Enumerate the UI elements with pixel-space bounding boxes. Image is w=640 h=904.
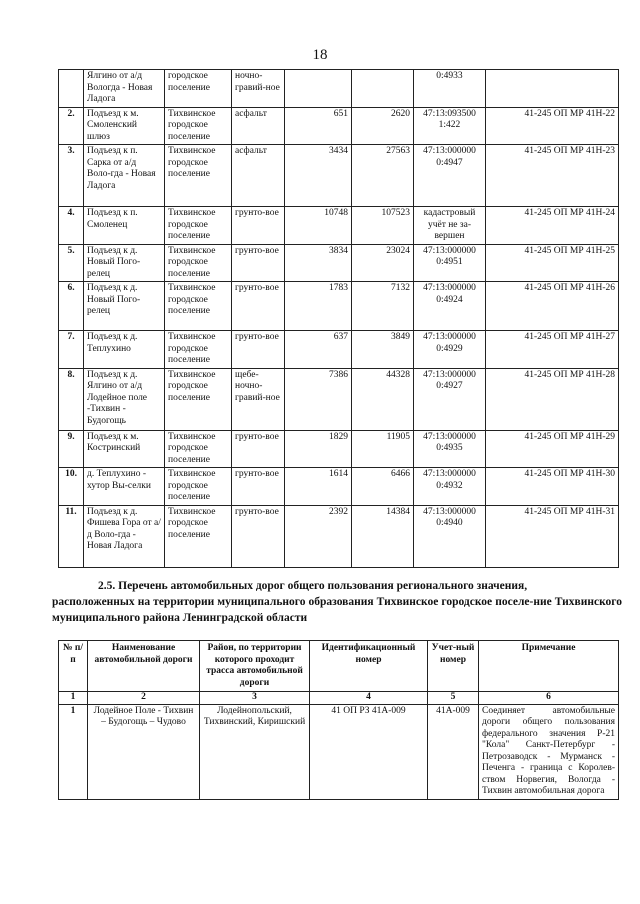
row-settlement: Тихвинское городское поселение [165, 207, 232, 245]
column-number: 2 [88, 692, 200, 705]
row-surface: грунто-вое [232, 244, 285, 282]
row-cadastral-number: кадастровый учёт не за-вершен [414, 207, 486, 245]
row-area: 7132 [352, 282, 414, 331]
row-settlement: Тихвинское городское поселение [165, 282, 232, 331]
column-number: 4 [310, 692, 428, 705]
row-settlement: Тихвинское городское поселение [165, 368, 232, 430]
row-length [285, 70, 352, 108]
table-row [59, 244, 619, 282]
table-row [59, 704, 619, 799]
row-settlement: Тихвинское городское поселение [165, 468, 232, 506]
row-settlement: городское поселение [165, 70, 232, 108]
table-row [59, 282, 619, 331]
table-row [59, 368, 619, 430]
section-heading [52, 578, 622, 626]
row-road-id: 41-245 ОП МР 41Н-23 [486, 145, 619, 207]
row-cadastral-number: 47:13:093500 1:422 [414, 107, 486, 145]
row-num: 6. [59, 282, 84, 331]
row-road-id: 41-245 ОП МР 41Н-31 [486, 505, 619, 567]
row-surface: ночно-гравий-ное [232, 70, 285, 108]
section-heading-line1: 2.5. Перечень автомобильных дорог общего пользования регионального значения, [98, 580, 528, 592]
row-length: 651 [285, 107, 352, 145]
row-num: 7. [59, 331, 84, 369]
row-length: 1829 [285, 430, 352, 468]
row-length: 3834 [285, 244, 352, 282]
row-account: 41А-009 [428, 704, 479, 799]
row-surface: грунто-вое [232, 282, 285, 331]
table-row [59, 505, 619, 567]
row-road-id: 41-245 ОП МР 41Н-26 [486, 282, 619, 331]
row-num [59, 70, 84, 108]
table-row [59, 430, 619, 468]
table-row [59, 145, 619, 207]
row-cadastral-number: 47:13:000000 0:4940 [414, 505, 486, 567]
row-area: 3849 [352, 331, 414, 369]
column-number: 6 [479, 692, 619, 705]
row-area: 44328 [352, 368, 414, 430]
row-road-name: Лодейное Поле - Тихвин – Будогощь – Чудово [88, 704, 200, 799]
table-row [59, 107, 619, 145]
row-num: 11. [59, 505, 84, 567]
row-road-name: Подъезд к п. Сарка от а/д Воло-гда - Новая Ладога [84, 145, 165, 207]
row-length: 1614 [285, 468, 352, 506]
row-length: 2392 [285, 505, 352, 567]
row-settlement: Тихвинское городское поселение [165, 505, 232, 567]
column-number: 5 [428, 692, 479, 705]
header-row [59, 641, 619, 692]
header-ident: Идентификационный номер [310, 641, 428, 692]
section-heading-rest: расположенных на территории муниципального образования Тихвинское городское поселе-ние Тихвинского муниципального района Ленинградской области [52, 596, 622, 624]
row-surface: грунто-вое [232, 468, 285, 506]
column-number: 1 [59, 692, 88, 705]
row-settlement: Тихвинское городское поселение [165, 244, 232, 282]
row-settlement: Тихвинское городское поселение [165, 331, 232, 369]
row-surface: грунто-вое [232, 430, 285, 468]
row-road-id: 41-245 ОП МР 41Н-28 [486, 368, 619, 430]
row-road-name: Подъезд к м. Смоленский шлюз [84, 107, 165, 145]
row-num: 10. [59, 468, 84, 506]
row-road-name: Подъезд к д. Теплухино [84, 331, 165, 369]
table-row [59, 207, 619, 245]
row-surface: грунто-вое [232, 331, 285, 369]
row-road-id: 41-245 ОП МР 41Н-25 [486, 244, 619, 282]
row-area: 27563 [352, 145, 414, 207]
table-row [59, 468, 619, 506]
row-road-id: 41-245 ОП МР 41Н-27 [486, 331, 619, 369]
row-note: Соединяет автомобильные дороги общего пользования федерального значения Р-21 "Кола" Санкт-Петербург - Петрозаводск - Мурманск - Печенга - граница с Королев-ством Норвегия, Вологда - Тихвин автомобильная дорога [479, 704, 619, 799]
row-num: 4. [59, 207, 84, 245]
row-surface: щебе-ночно-гравий-ное [232, 368, 285, 430]
row-num: 9. [59, 430, 84, 468]
row-road-name: Ялгино от а/д Вологда - Новая Ладога [84, 70, 165, 108]
row-road-name: Подъезд к д. Фишева Гора от а/д Воло-гда - Новая Ладога [84, 505, 165, 567]
row-area: 14384 [352, 505, 414, 567]
row-cadastral-number: 47:13:000000 0:4927 [414, 368, 486, 430]
local-roads-table [58, 69, 619, 568]
row-road-id: 41-245 ОП МР 41Н-30 [486, 468, 619, 506]
row-num: 1 [59, 704, 88, 799]
row-area: 2620 [352, 107, 414, 145]
row-length: 7386 [285, 368, 352, 430]
row-cadastral-number: 47:13:000000 0:4935 [414, 430, 486, 468]
row-num: 5. [59, 244, 84, 282]
row-area [352, 70, 414, 108]
row-road-id [486, 70, 619, 108]
row-road-name: Подъезд к д. Новый Пого-релец [84, 282, 165, 331]
header-account: Учет-ный номер [428, 641, 479, 692]
row-road-id: 41-245 ОП МР 41Н-22 [486, 107, 619, 145]
row-road-name: Подъезд к п. Смоленец [84, 207, 165, 245]
table-row [59, 331, 619, 369]
row-area: 23024 [352, 244, 414, 282]
header-district: Район, по территории которого проходит трасса автомобильной дороги [200, 641, 310, 692]
row-cadastral-number: 0:4933 [414, 70, 486, 108]
header-note: Примечание [479, 641, 619, 692]
column-number: 3 [200, 692, 310, 705]
row-surface: асфальт [232, 145, 285, 207]
row-cadastral-number: 47:13:000000 0:4932 [414, 468, 486, 506]
row-cadastral-number: 47:13:000000 0:4924 [414, 282, 486, 331]
regional-roads-table [58, 640, 619, 800]
row-road-id: 41-245 ОП МР 41Н-24 [486, 207, 619, 245]
row-road-name: Подъезд к д. Новый Пого-релец [84, 244, 165, 282]
row-cadastral-number: 47:13:000000 0:4951 [414, 244, 486, 282]
row-surface: грунто-вое [232, 207, 285, 245]
row-road-id: 41-245 ОП МР 41Н-29 [486, 430, 619, 468]
header-name: Наименование автомобильной дороги [88, 641, 200, 692]
row-cadastral-number: 47:13:000000 0:4929 [414, 331, 486, 369]
row-surface: асфальт [232, 107, 285, 145]
row-settlement: Тихвинское городское поселение [165, 107, 232, 145]
row-length: 10748 [285, 207, 352, 245]
row-length: 637 [285, 331, 352, 369]
row-area: 11905 [352, 430, 414, 468]
row-district: Лодейнопольский, Тихвинский, Киришский [200, 704, 310, 799]
row-road-name: д. Теплухино - хутор Вы-селки [84, 468, 165, 506]
row-area: 107523 [352, 207, 414, 245]
row-cadastral-number: 47:13:000000 0:4947 [414, 145, 486, 207]
row-length: 1783 [285, 282, 352, 331]
table-row [59, 70, 619, 108]
row-num: 8. [59, 368, 84, 430]
row-area: 6466 [352, 468, 414, 506]
row-settlement: Тихвинское городское поселение [165, 430, 232, 468]
row-road-name: Подъезд к м. Костринский [84, 430, 165, 468]
row-surface: грунто-вое [232, 505, 285, 567]
column-numbers-row [59, 692, 619, 705]
row-length: 3434 [285, 145, 352, 207]
row-ident: 41 ОП РЗ 41А-009 [310, 704, 428, 799]
row-num: 2. [59, 107, 84, 145]
row-settlement: Тихвинское городское поселение [165, 145, 232, 207]
row-num: 3. [59, 145, 84, 207]
header-num: № п/п [59, 641, 88, 692]
row-road-name: Подъезд к д. Ялгино от а/д Лодейное поле -Тихвин - Будогощь [84, 368, 165, 430]
page-number: 18 [312, 47, 328, 63]
